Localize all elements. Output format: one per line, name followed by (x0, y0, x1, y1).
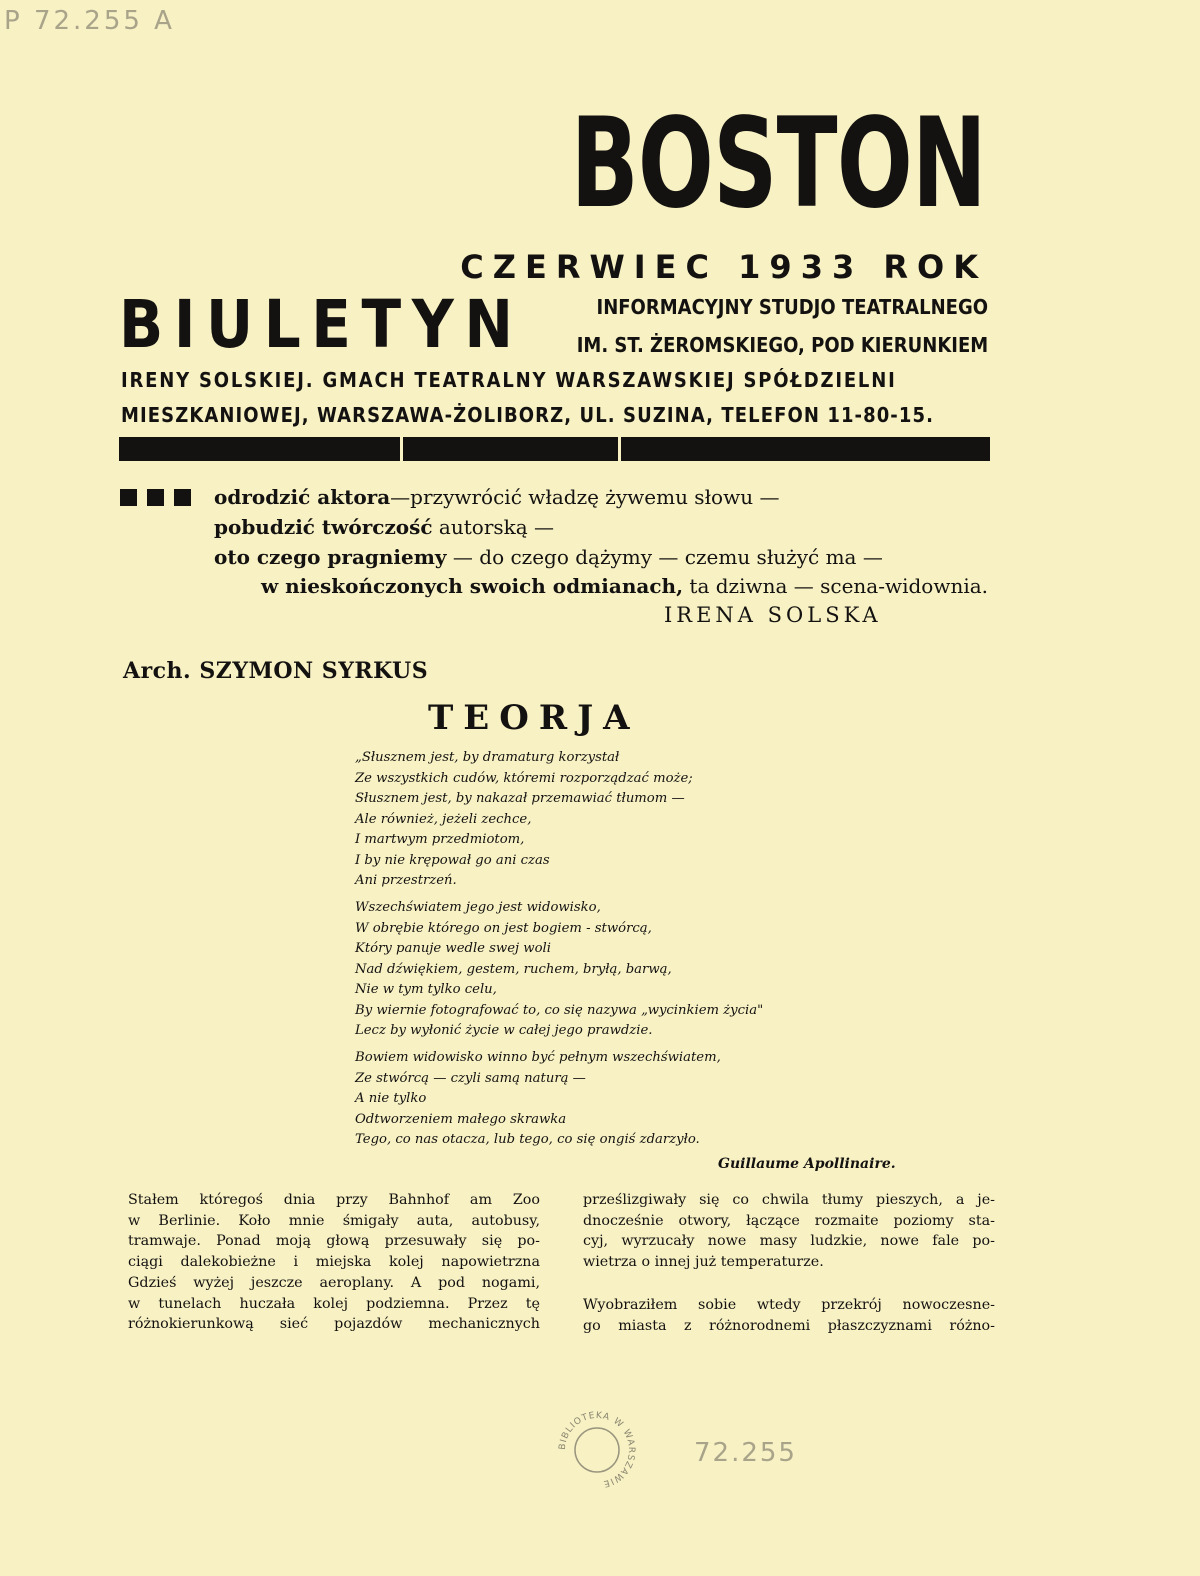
masthead-subtitle: BIULETYN (119, 286, 524, 363)
body-line: w Berlinie. Koło mnie śmigały auta, autobusy, (128, 1212, 540, 1229)
issue-date: CZERWIEC 1933 ROK (460, 248, 987, 286)
body-line: cyj, wyrzucały nowe masy ludzkie, nowe fale po- (583, 1233, 995, 1250)
svg-text:BIBLIOTEKA W WARSZAWIE (558, 1411, 636, 1489)
body-column-right-paragraph-2 (583, 1295, 995, 1336)
masthead-line-1: INFORMACYJNY STUDJO TEATRALNEGO (596, 295, 988, 319)
poem-line: I by nie krępował go ani czas (355, 852, 550, 868)
body-line: różnokierunkową sieć pojazdów mechanicznych (128, 1316, 540, 1333)
library-shelf-mark: P 72.255 A (4, 6, 175, 36)
masthead-line-4: MIESZKANIOWEJ, WARSZAWA-ŻOLIBORZ, UL. SUZINA, TELEFON 11-80-15. (121, 403, 934, 427)
motto-line-1 (214, 485, 779, 509)
stamp-text: BIBLIOTEKA W WARSZAWIE (557, 1410, 637, 1489)
body-column-right (583, 1190, 995, 1273)
body-line: w tunelach huczała kolej podziemna. Przez tę (128, 1295, 540, 1312)
motto-emphasis: oto czego pragniemy (214, 545, 447, 569)
square-bullet (147, 489, 164, 506)
body-line: Wyobraziłem sobie wtedy przekrój nowoczesne- (583, 1297, 995, 1313)
motto-text: autorską — (432, 515, 555, 539)
poem-line: A nie tylko (355, 1091, 427, 1106)
poem-stanza-1 (355, 748, 693, 892)
poem-line: Bowiem widowisko winno być pełnym wszechświatem, (355, 1050, 721, 1065)
motto-squares (120, 489, 201, 510)
body-line: wietrza o innej już temperaturze. (583, 1254, 824, 1271)
poem-line: Który panuje wedle swej woli (355, 941, 551, 956)
poem-line: Ale również, jeżeli zechce, (355, 811, 532, 827)
square-bullet (174, 489, 191, 506)
motto-emphasis: odrodzić aktora (214, 485, 391, 509)
poem-line: „Słusznem jest, by dramaturg korzystał (355, 750, 620, 765)
masthead-line-2: IM. ST. ŻEROMSKIEGO, POD KIERUNKIEM (576, 333, 988, 357)
masthead-title: BOSTON (570, 92, 986, 236)
body-line: ciągi dalekobieżne i miejska kolej napowietrzna (128, 1254, 540, 1271)
poem-line: I martwym przedmiotom, (355, 832, 525, 847)
body-line: Gdzieś wyżej jeszcze aeroplany. A pod nogami, (128, 1274, 540, 1291)
article-author: Arch. SZYMON SYRKUS (123, 658, 429, 684)
poem-line: Lecz by wyłonić życie w całej jego prawdzie. (355, 1023, 653, 1038)
square-bullet (120, 489, 137, 506)
stamp-number: 72.255 (694, 1438, 797, 1468)
rule-gap (618, 437, 621, 461)
poem-line: Wszechświatem jego jest widowisko, (355, 900, 601, 915)
body-line: tramwaje. Ponad moją głową przesuwały się po- (128, 1233, 540, 1250)
poem-line: Tego, co nas otacza, lub tego, co się ongiś zdarzyło. (355, 1132, 700, 1147)
motto-emphasis: w nieskończonych swoich odmianach, (260, 574, 684, 598)
body-line: dnocześnie otwory, łączące rozmaite poziomy sta- (583, 1212, 995, 1229)
poem-line: Odtworzeniem małego skrawka (355, 1111, 567, 1127)
motto-line-4 (261, 574, 988, 598)
poem-line: Nad dźwiękiem, gestem, ruchem, bryłą, barwą, (355, 961, 672, 977)
rule-gap (400, 437, 403, 461)
masthead-line-3: IRENY SOLSKIEJ. GMACH TEATRALNY WARSZAWSKIEJ SPÓŁDZIELNI (121, 368, 897, 392)
body-column-left (128, 1190, 540, 1335)
poem-stanza-2 (355, 898, 763, 1042)
poem-line: Nie w tym tylko celu, (355, 982, 497, 997)
poem-line: Ze stwórcą — czyli samą naturą — (355, 1070, 586, 1086)
library-stamp-icon (552, 1405, 642, 1495)
poem-stanza-3 (355, 1048, 721, 1151)
motto-signature: IRENA SOLSKA (664, 603, 882, 627)
poem-line: Ani przestrzeń. (355, 873, 457, 888)
motto-text: ta dziwna — scena-widownia. (683, 574, 988, 598)
poem-line: Ze wszystkich cudów, któremi rozporządzać może; (355, 770, 693, 786)
motto-text: — do czego dążymy — czemu służyć ma — (446, 545, 883, 569)
body-line: prześlizgiwały się co chwila tłumy pieszych, a je- (583, 1192, 995, 1208)
motto-text: —przywrócić władzę żywemu słowu — (390, 485, 780, 509)
article-title: TEORJA (428, 698, 640, 738)
body-line: go miasta z różnorodnemi płaszczyznami różno- (583, 1317, 995, 1334)
poem-author: Guillaume Apollinaire. (718, 1156, 896, 1172)
poem-line: Słusznem jest, by nakazał przemawiać tłumom — (355, 791, 685, 806)
motto-line-2 (214, 515, 554, 539)
poem-line: By wiernie fotografować to, co się nazywa „wycinkiem życia" (355, 1002, 764, 1018)
poem-line: W obrębie którego on jest bogiem - stwórcą, (355, 920, 652, 936)
masthead-rule (119, 437, 990, 461)
motto-line-3 (214, 545, 883, 569)
body-line: Stałem któregoś dnia przy Bahnhof am Zoo (128, 1192, 540, 1208)
motto-emphasis: pobudzić twórczość (214, 515, 433, 539)
